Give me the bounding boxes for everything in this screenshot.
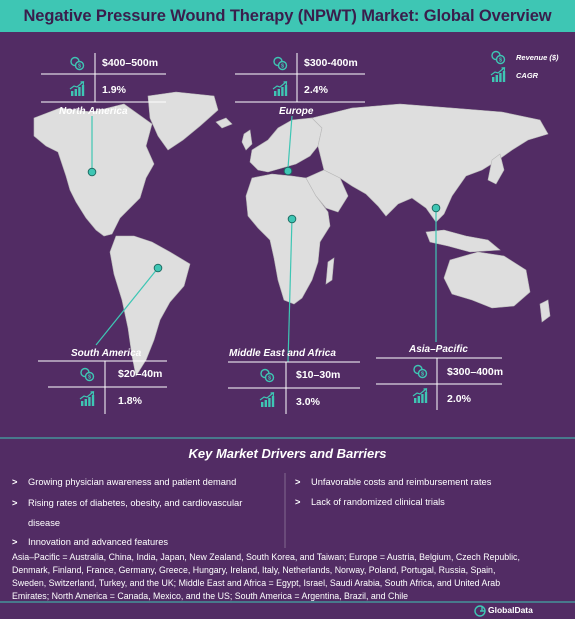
europe-label: Europe <box>279 106 314 117</box>
uk-shape <box>242 130 252 150</box>
iceland-shape <box>216 118 232 128</box>
globaldata-logo-icon <box>475 606 485 616</box>
footnote-line: Denmark, Finland, France, Germany, Greece, Hungary, Ireland, Italy, Netherlands, Norway, Poland, Portugal, Russia, Spain, <box>12 565 496 575</box>
growth-chart-icon <box>260 393 274 407</box>
chevron-right-icon: > <box>12 477 18 487</box>
chevron-right-icon: > <box>295 477 301 487</box>
new-zealand-shape <box>540 300 550 322</box>
asia-shape <box>312 104 548 222</box>
south-america-revenue: $20–40m <box>118 368 163 380</box>
chevron-right-icon: > <box>12 498 18 508</box>
legend-cagr-label: CAGR <box>516 71 539 80</box>
footnote-line: Sweden, Switzerland, Turkey, and the UK; Middle East and Africa = Egypt, Israel, Saudi Arabia, South Africa, and United Arab <box>12 578 501 588</box>
south-america-cagr: 1.8% <box>118 395 142 407</box>
dot-europe <box>284 167 292 175</box>
south-america-label: South America <box>71 348 142 359</box>
growth-chart-icon <box>273 82 287 96</box>
middle-east-africa-revenue: $10–30m <box>296 369 341 381</box>
driver-item: > Innovation and advanced features <box>12 537 169 547</box>
greenland-shape <box>148 92 218 150</box>
coins-icon <box>81 369 94 381</box>
world-map-layer: $ <box>0 0 575 619</box>
page-title: Negative Pressure Wound Therapy (NPWT) Market: Global Overview <box>23 7 552 25</box>
growth-chart-icon <box>70 82 84 96</box>
europe-cagr: 2.4% <box>304 84 328 96</box>
north-america-label: North America <box>59 106 128 117</box>
dot-north-america <box>88 168 96 176</box>
footnote-line: Emirates; North America = Canada, Mexico, and the US; South America = Argentina, Brazil, and Chile <box>12 591 409 601</box>
north-america-revenue: $400–500m <box>102 57 159 69</box>
growth-chart-icon <box>80 392 94 406</box>
growth-chart-icon <box>413 389 427 403</box>
brand-name: GlobalData <box>488 605 533 615</box>
middle-east-africa-cagr: 3.0% <box>296 396 320 408</box>
coins-icon <box>261 370 274 382</box>
europe-shape <box>250 118 322 172</box>
barrier-item: > Unfavorable costs and reimbursement rates <box>295 477 492 487</box>
europe-revenue: $300-400m <box>304 57 358 69</box>
drivers-title: Key Market Drivers and Barriers <box>188 446 387 461</box>
australia-shape <box>444 252 530 308</box>
dot-asia-pacific <box>432 204 440 212</box>
middle-east-africa-label: Middle East and Africa <box>229 348 336 359</box>
coins-icon <box>71 58 84 70</box>
legend-revenue-label: Revenue ($) <box>516 53 559 62</box>
growth-chart-icon <box>491 68 505 82</box>
asia-pacific-cagr: 2.0% <box>447 393 471 405</box>
asia-pacific-label: Asia–Pacific <box>409 344 468 355</box>
coins-icon <box>414 366 427 378</box>
driver-item: > Growing physician awareness and patient demand <box>12 477 237 487</box>
madagascar-shape <box>326 258 334 284</box>
driver-item: > Rising rates of diabetes, obesity, and cardiovascular <box>12 498 243 508</box>
footnote-line: Asia–Pacific = Australia, China, India, Japan, New Zealand, South Korea, and Taiwan; Europe = Austria, Belgium, Czech Republic, <box>12 552 520 562</box>
driver-item-continuation: disease <box>28 518 61 528</box>
indonesia-shape <box>426 230 500 252</box>
coins-icon <box>274 58 287 70</box>
dot-middle-east-africa <box>288 215 296 223</box>
dot-south-america <box>154 264 162 272</box>
chevron-right-icon: > <box>12 537 18 547</box>
footnote <box>12 551 572 603</box>
chevron-right-icon: > <box>295 497 301 507</box>
barrier-item: > Lack of randomized clinical trials <box>295 497 445 507</box>
coins-icon <box>492 52 505 64</box>
north-america-cagr: 1.9% <box>102 84 126 96</box>
asia-pacific-revenue: $300–400m <box>447 366 504 378</box>
